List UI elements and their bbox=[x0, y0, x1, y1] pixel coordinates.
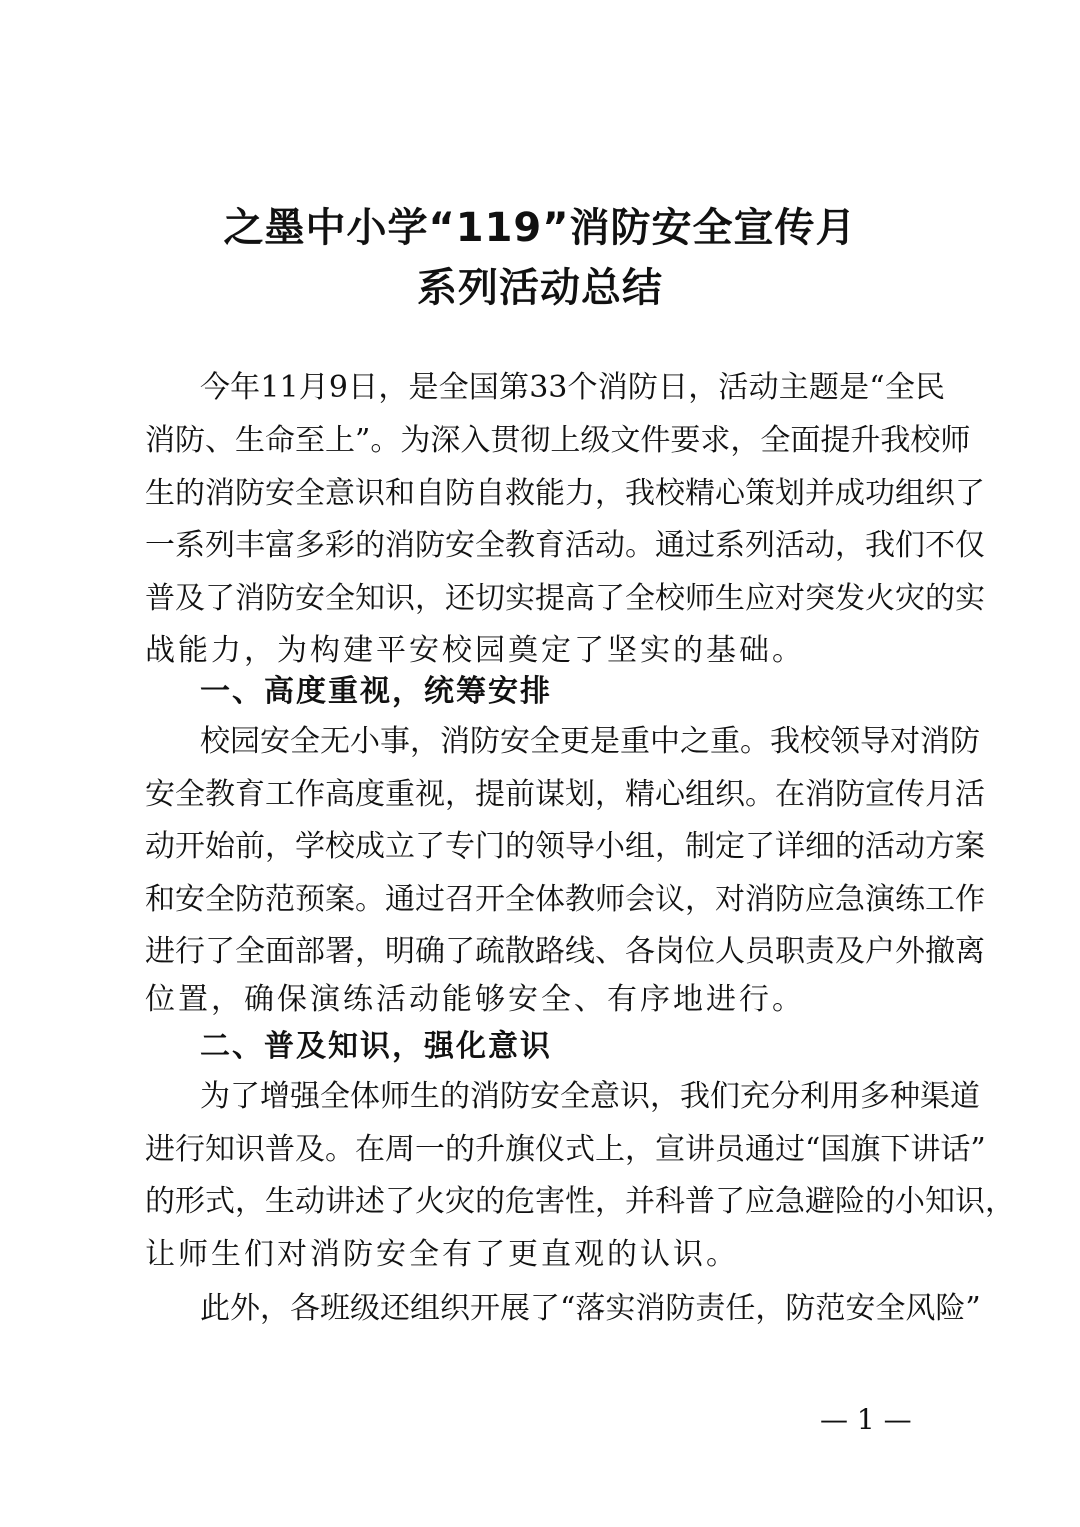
paragraph-line: 普及了消防安全知识，还切实提高了全校师生应对突发火灾的实 bbox=[145, 581, 985, 616]
paragraph-line: 和安全防范预案。通过召开全体教师会议，对消防应急演练工作 bbox=[145, 882, 985, 917]
document-title-line1: 之墨中小学“119”消防安全宣传月 bbox=[223, 205, 857, 251]
paragraph-line: 战能力，为构建平安校园奠定了坚实的基础。 bbox=[145, 633, 805, 668]
paragraph-line: 进行知识普及。在周一的升旗仪式上，宣讲员通过“国旗下讲话” bbox=[145, 1132, 986, 1167]
paragraph-line: 消防、生命至上”。为深入贯彻上级文件要求，全面提升我校师 bbox=[145, 423, 971, 458]
section-heading-1: 一、高度重视，统筹安排 bbox=[200, 674, 552, 709]
page-number: — 1 — bbox=[820, 1403, 912, 1436]
paragraph-line: 今年11月9日，是全国第33个消防日，活动主题是“全民 bbox=[200, 370, 945, 405]
paragraph-line: 此外，各班级还组织开展了“落实消防责任，防范安全风险” bbox=[200, 1291, 981, 1326]
paragraph-line: 安全教育工作高度重视，提前谋划，精心组织。在消防宣传月活 bbox=[145, 777, 985, 812]
paragraph-line: 进行了全面部署，明确了疏散路线、各岗位人员职责及户外撤离 bbox=[145, 934, 985, 969]
paragraph-line: 位置，确保演练活动能够安全、有序地进行。 bbox=[145, 982, 805, 1017]
paragraph-line: 一系列丰富多彩的消防安全教育活动。通过系列活动，我们不仅 bbox=[145, 528, 985, 563]
paragraph-line: 生的消防安全意识和自防自救能力，我校精心策划并成功组织了 bbox=[145, 476, 985, 511]
paragraph-line: 为了增强全体师生的消防安全意识，我们充分利用多种渠道 bbox=[200, 1079, 980, 1114]
paragraph-line: 的形式，生动讲述了火灾的危害性，并科普了应急避险的小知识， bbox=[145, 1184, 1015, 1219]
paragraph-line: 让师生们对消防安全有了更直观的认识。 bbox=[145, 1237, 739, 1272]
document-title-line2: 系列活动总结 bbox=[417, 265, 663, 311]
paragraph-line: 校园安全无小事，消防安全更是重中之重。我校领导对消防 bbox=[200, 724, 980, 759]
paragraph-line: 动开始前，学校成立了专门的领导小组，制定了详细的活动方案 bbox=[145, 829, 985, 864]
section-heading-2: 二、普及知识，强化意识 bbox=[200, 1029, 552, 1064]
